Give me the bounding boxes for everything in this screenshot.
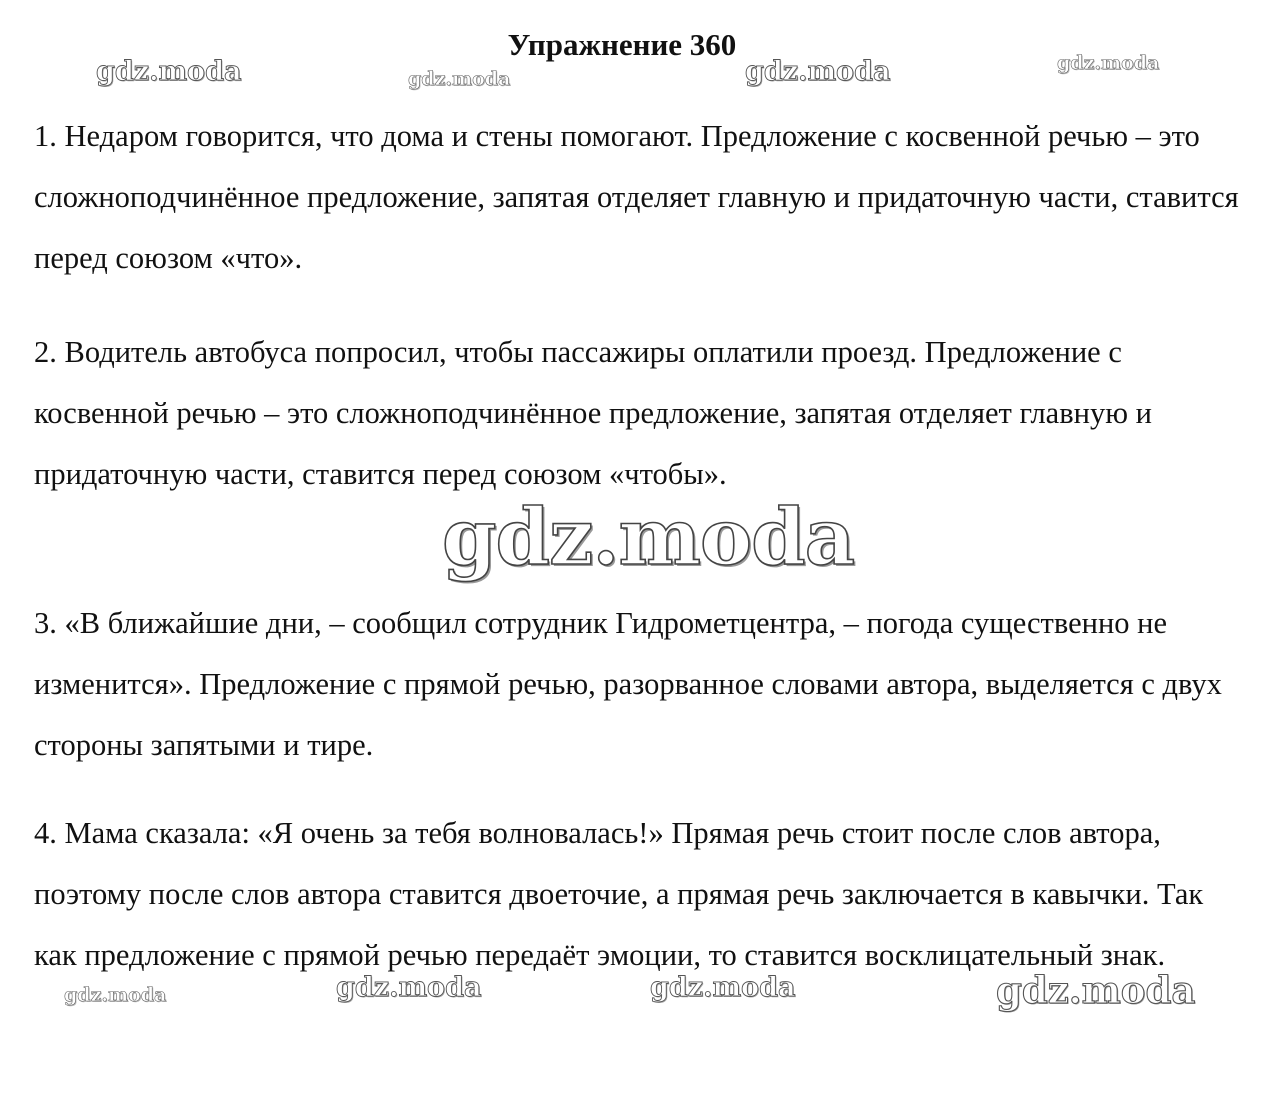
watermark: gdz.moda <box>745 56 891 87</box>
watermark: gdz.moda <box>64 984 167 1006</box>
exercise-title: Упражнение 360 <box>507 27 737 62</box>
watermark: gdz.moda <box>650 972 796 1003</box>
watermark: gdz.moda <box>408 68 511 90</box>
watermark: gdz.moda <box>996 968 1196 1012</box>
paragraph-1: 1. Недаром говорится, что дома и стены помогают. Предложение с косвенной речью – это сложноподчинённое предложение, запятая отделяет главную и придаточную части, ставится перед союзом «что». <box>34 119 1239 275</box>
watermark: gdz.moda <box>96 56 242 87</box>
watermark: gdz.moda <box>1057 52 1160 74</box>
paragraph-3: 3. «В ближайшие дни, – сообщил сотрудник Гидрометцентра, – погода существенно не изменится». Предложение с прямой речью, разорванное словами автора, выделяется с двух стороны запятыми и тире. <box>34 606 1222 762</box>
watermark: gdz.moda <box>442 492 855 583</box>
paragraph-4: 4. Мама сказала: «Я очень за тебя волновалась!» Прямая речь стоит после слов автора, поэтому после слов автора ставится двоеточие, а прямая речь заключается в кавычки. Так как предложение с прямой речью передаёт эмоции, то ставится восклицательный знак. <box>34 816 1204 972</box>
paragraph-2: 2. Водитель автобуса попросил, чтобы пассажиры оплатили проезд. Предложение с косвенной речью – это сложноподчинённое предложение, запятая отделяет главную и придаточную части, ставится перед союзом «чтобы». <box>34 335 1152 491</box>
watermark: gdz.moda <box>336 972 482 1003</box>
